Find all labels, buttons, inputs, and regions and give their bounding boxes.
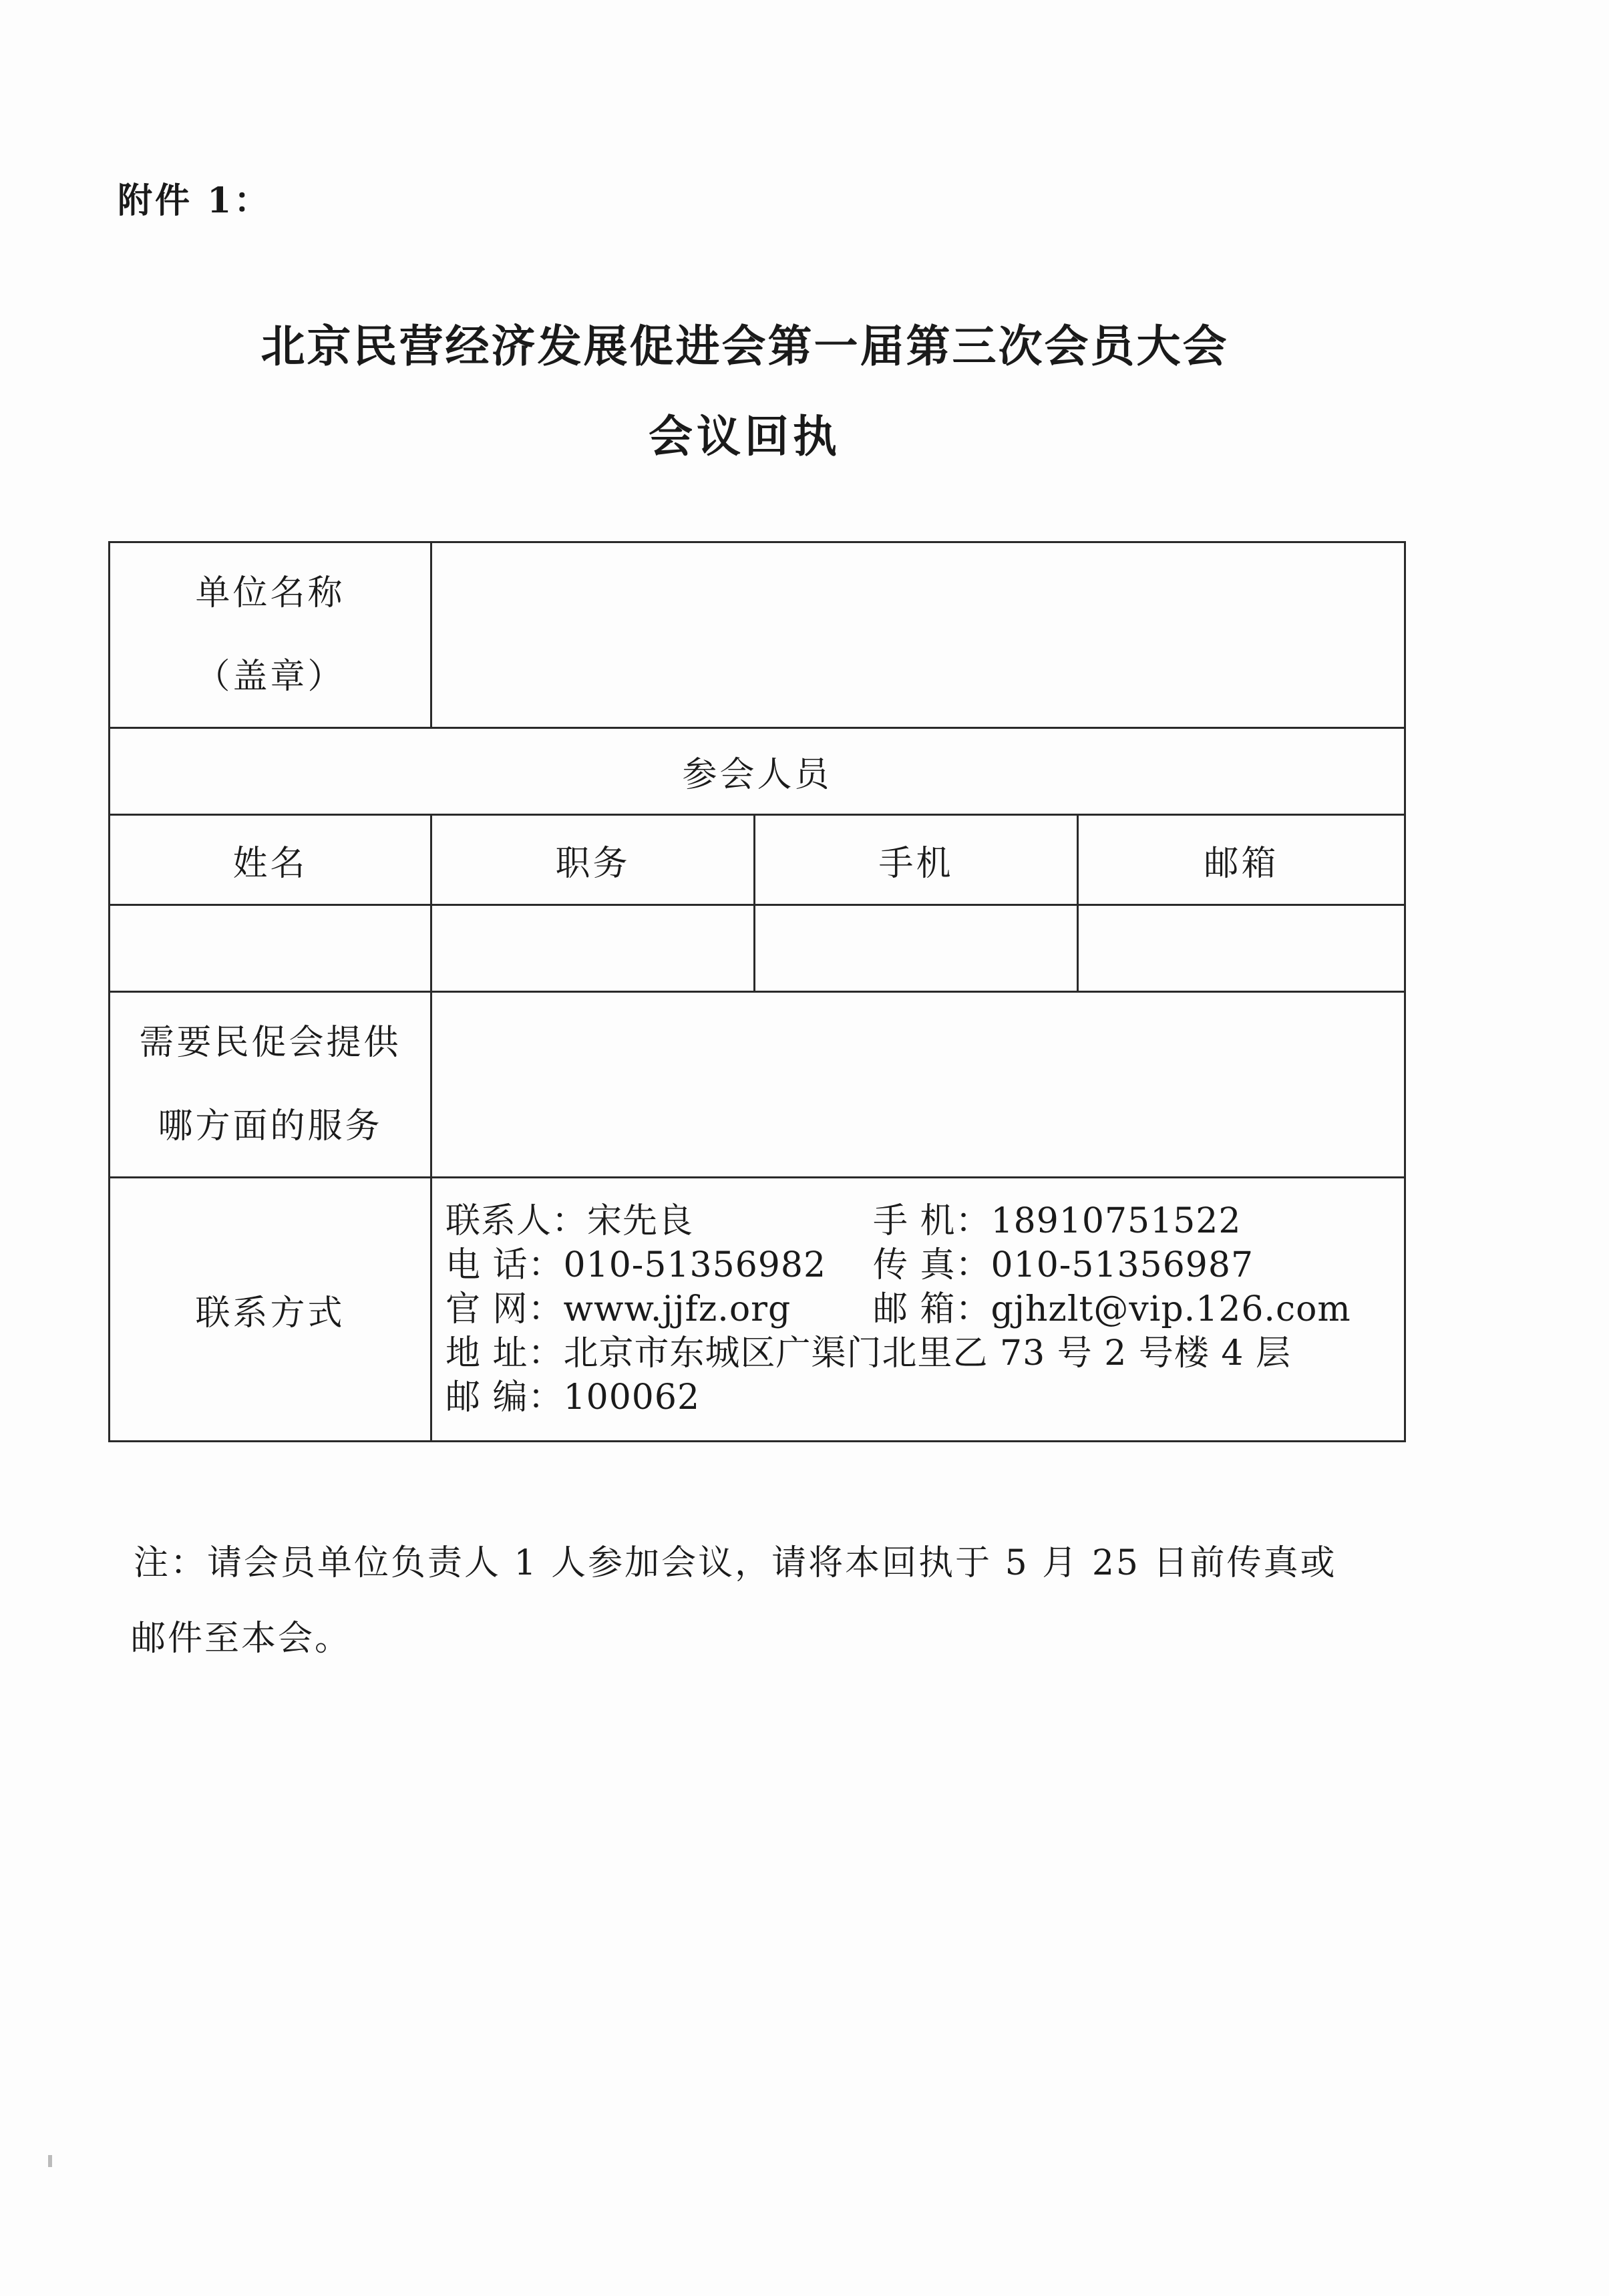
document-title: 北京民营经济发展促进会第一届第三次会员大会 [260, 320, 1229, 372]
contact-address: 北京市东城区广渠门北里乙 73 号 2 号楼 4 层 [563, 1333, 1292, 1373]
contact-phone: 010-51356982 [563, 1245, 827, 1285]
attendees-columns-row [110, 815, 1405, 905]
contact-line-postcode [445, 1375, 1404, 1420]
column-header-position: 职务 [431, 815, 755, 905]
contact-row [110, 1178, 1405, 1442]
service-label-line1: 需要民促会提供 [139, 1022, 401, 1063]
unit-name-field[interactable] [431, 542, 1405, 728]
contact-line-address [445, 1331, 1404, 1375]
contact-line-website [445, 1287, 1404, 1331]
attendee-row [110, 905, 1405, 992]
service-field[interactable] [431, 992, 1405, 1178]
service-label-cell [110, 992, 431, 1178]
contact-postcode: 100062 [563, 1377, 701, 1418]
attendee-position-field[interactable] [431, 905, 755, 992]
note-text: 注：请会员单位负责人 1 人参加会议，请将本回执于 5 月 25 日前传真或 [134, 1543, 1337, 1583]
note-text-line2: 邮件至本会。 [131, 1619, 352, 1659]
attendee-mobile-field[interactable] [755, 905, 1078, 992]
attendees-header-row [110, 728, 1405, 815]
contact-info-cell [431, 1178, 1405, 1442]
unit-name-label: 单位名称 [195, 572, 345, 613]
contact-fax: 010-51356987 [991, 1245, 1254, 1285]
scan-artifact [48, 2155, 52, 2167]
receipt-form-table [108, 541, 1406, 1442]
unit-name-label-cell [110, 542, 431, 728]
column-header-mobile: 手机 [755, 815, 1078, 905]
contact-label: 联系方式 [110, 1178, 431, 1442]
contact-website-label: 官 网： [445, 1289, 564, 1329]
contact-email: gjhzlt@vip.126.com [991, 1289, 1351, 1329]
column-header-name: 姓名 [110, 815, 431, 905]
unit-name-row [110, 542, 1405, 728]
unit-seal-label: （盖章） [195, 656, 345, 697]
attachment-label: 附件 1： [118, 180, 272, 221]
service-label-line2: 哪方面的服务 [158, 1106, 383, 1146]
contact-fax-label: 传 真： [873, 1245, 991, 1285]
contact-mobile: 18910751522 [991, 1201, 1242, 1241]
contact-line-phone [445, 1243, 1404, 1287]
contact-person-label: 联系人： [445, 1201, 588, 1241]
service-row [110, 992, 1405, 1178]
contact-website: www.jjfz.org [563, 1289, 791, 1329]
contact-person: 宋先良 [587, 1201, 694, 1241]
contact-line-person [445, 1199, 1404, 1243]
contact-phone-label: 电 话： [445, 1245, 564, 1285]
attendee-name-field[interactable] [110, 905, 431, 992]
contact-email-label: 邮 箱： [873, 1289, 991, 1329]
column-header-email: 邮箱 [1078, 815, 1405, 905]
attendee-email-field[interactable] [1078, 905, 1405, 992]
contact-postcode-label: 邮 编： [445, 1377, 564, 1418]
contact-address-label: 地 址： [445, 1333, 564, 1373]
attendees-header: 参会人员 [110, 728, 1405, 815]
contact-mobile-label: 手 机： [873, 1201, 991, 1241]
document-subtitle: 会议回执 [649, 410, 841, 462]
